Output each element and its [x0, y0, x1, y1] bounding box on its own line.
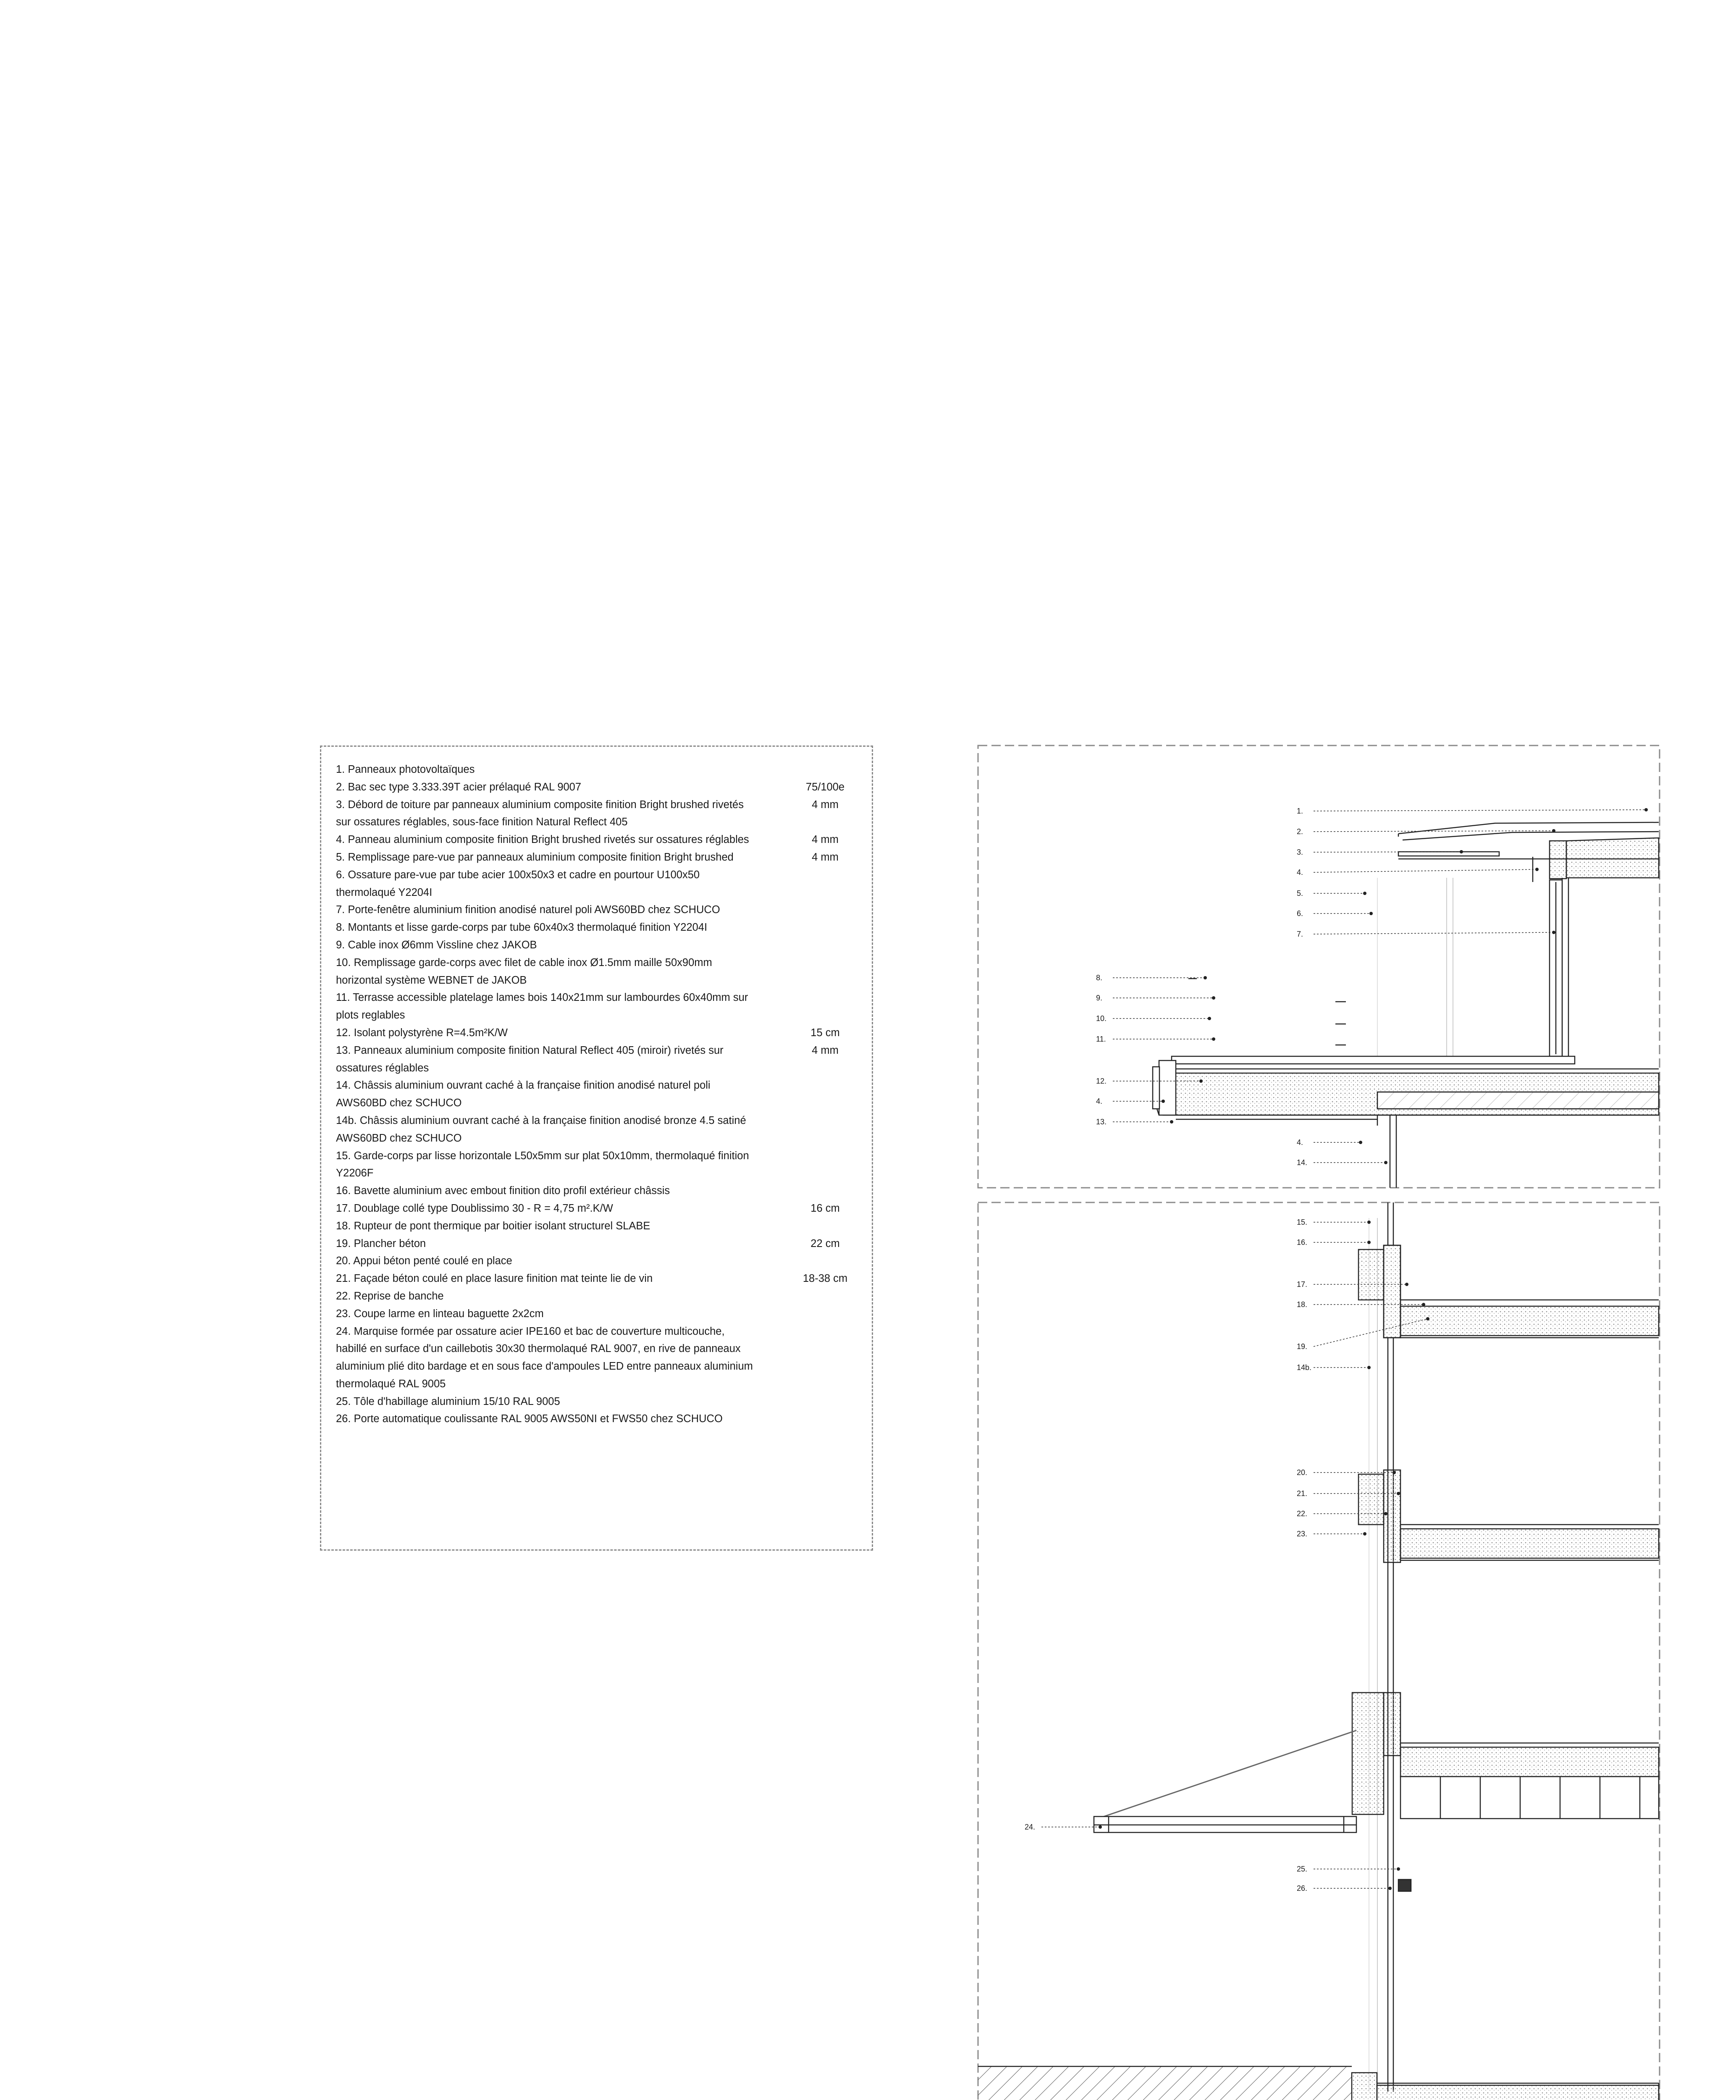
callout-dot [1388, 1887, 1392, 1890]
callout-label: 5. [1297, 889, 1303, 898]
callout-label: 24. [1025, 1823, 1036, 1831]
callout-label: 23. [1297, 1530, 1308, 1538]
legend-item-value: 22 cm [810, 1237, 840, 1250]
callout-dot [1384, 1512, 1387, 1515]
legend-item-text: 9. Cable inox Ø6mm Vissline chez JAKOB [336, 939, 537, 951]
legend-item-text: 25. Tôle d'habillage aluminium 15/10 RAL 9005 [336, 1395, 560, 1407]
legend-item-text: 4. Panneau aluminium composite finition Bright brushed rivetés sur ossatures réglables [336, 834, 749, 846]
legend-item-text: 10. Remplissage garde-corps avec filet de cable inox Ø1.5mm maille 50x90mm horizontal système WEBNET de JAKOB [336, 956, 712, 986]
callout-dot [1170, 1120, 1173, 1124]
callout-dot [1363, 1532, 1366, 1536]
legend-item-value: 4 mm [812, 834, 839, 846]
callout-label: 18. [1297, 1300, 1308, 1309]
legend-item-value: 18-38 cm [802, 1273, 848, 1285]
legend-item-text: 2. Bac sec type 3.333.39T acier prélaqué RAL 9007 [336, 781, 582, 793]
callout-dot [1422, 1303, 1425, 1306]
callout-label: 4. [1297, 1138, 1303, 1147]
legend-item-text: 1. Panneaux photovoltaïques [336, 764, 475, 775]
legend-item-text: 20. Appui béton penté coulé en place [336, 1255, 512, 1267]
legend-item-value: 4 mm [812, 1044, 839, 1056]
legend-item-text: 12. Isolant polystyrène R=4.5m²K/W [336, 1026, 508, 1039]
callout-label: 4. [1297, 868, 1303, 877]
legend-item-text: 21. Façade béton coulé en place lasure finition mat teinte lie de vin [336, 1273, 653, 1285]
callout-label: 10. [1096, 1014, 1107, 1023]
callout-label: 7. [1297, 930, 1303, 938]
legend-item-text: 26. Porte automatique coulissante RAL 9005 AWS50NI et FWS50 chez SCHUCO [336, 1413, 723, 1425]
callout-dot [1212, 1037, 1215, 1041]
bottom-detail-frame [978, 1202, 1660, 2100]
callout-label: 15. [1297, 1218, 1308, 1226]
callout-label: 14b. [1297, 1363, 1312, 1372]
callout-label: 14. [1297, 1158, 1308, 1167]
callout-label: 4. [1096, 1097, 1103, 1105]
callout-label: 19. [1297, 1342, 1308, 1351]
legend-item-text: 14b. Châssis aluminium ouvrant caché à la française finition anodisé bronze 4.5 satiné AWS60BD chez SCHUCO [336, 1114, 746, 1144]
legend-item-text: 5. Remplissage pare-vue par panneaux aluminium composite finition Bright brushed [336, 851, 734, 863]
legend-item-text: 14. Châssis aluminium ouvrant caché à la française finition anodisé naturel poli AWS60BD chez SCHUCO [336, 1079, 711, 1109]
callout-dot [1367, 1241, 1371, 1244]
callout-label: 22. [1297, 1509, 1308, 1518]
callout-dot [1397, 1492, 1400, 1495]
callout-leader [1314, 932, 1554, 934]
callout-label: 21. [1297, 1489, 1308, 1498]
legend-item-value: 16 cm [810, 1202, 840, 1214]
legend-item-text: 22. Reprise de banche [336, 1290, 444, 1302]
legend-item-text: 6. Ossature pare-vue par tube acier 100x50x3 et cadre en pourtour U100x50 thermolaqué Y2204I [336, 869, 700, 898]
callout-dot [1552, 931, 1555, 934]
callout-label: 11. [1096, 1035, 1106, 1043]
facade-assembly [978, 1202, 1659, 2100]
callout-dot [1460, 850, 1463, 853]
callout-label: 17. [1297, 1280, 1308, 1289]
callout-dot [1369, 912, 1373, 915]
legend-item-text: 3. Débord de toiture par panneaux aluminium composite finition Bright brushed rivetés sur ossatures réglables, sous-face finition Natural Reflect 405 [336, 798, 744, 828]
legend-item-value: 4 mm [812, 798, 839, 811]
legend-item-text: 23. Coupe larme en linteau baguette 2x2cm [336, 1307, 544, 1320]
callout-label: 12. [1096, 1077, 1107, 1085]
callout-dot [1426, 1317, 1429, 1320]
callout-dot [1363, 892, 1366, 895]
legend-item-text: 18. Rupteur de pont thermique par boitier isolant structurel SLABE [336, 1220, 650, 1232]
callout-dot [1405, 1283, 1408, 1286]
callout-dot [1392, 1471, 1396, 1474]
callout-dot [1208, 1017, 1211, 1020]
terrace-assembly [1153, 979, 1659, 1188]
callout-dot [1367, 1366, 1371, 1369]
callout-label: 8. [1096, 974, 1103, 982]
callout-leader [1314, 869, 1537, 872]
legend-item-text: 17. Doublage collé type Doublissimo 30 - R = 4,75 m².K/W [336, 1202, 613, 1214]
callout-label: 26. [1297, 1884, 1308, 1893]
callout-leader [1314, 831, 1554, 832]
legend-item-text: 7. Porte-fenêtre aluminium finition anodisé naturel poli AWS60BD chez SCHUCO [336, 904, 720, 916]
legend-item-text: 8. Montants et lisse garde-corps par tube 60x40x3 thermolaqué finition Y2204I [336, 921, 708, 934]
callout-dot [1644, 808, 1648, 811]
callout-label: 1. [1297, 807, 1303, 815]
callout-dot [1397, 1867, 1400, 1871]
callout-leader [1314, 810, 1646, 811]
callout-label: 20. [1297, 1468, 1308, 1477]
callout-label: 13. [1096, 1118, 1107, 1126]
legend-item-text: 13. Panneaux aluminium composite finition Natural Reflect 405 (miroir) rivetés sur ossatures réglables [336, 1044, 724, 1074]
legend-item-text: 24. Marquise formée par ossature acier IPE160 et bac de couverture multicouche, habillé en surface d'un caillebotis 30x30 thermolaqué RAL 9007, en rive de panneaux aluminium plié dito bardage et en sous face d'ampoules LED entre panneaux aluminium thermolaqué RAL 9005 [336, 1325, 753, 1390]
legend-item-text: 19. Plancher béton [336, 1237, 426, 1250]
callout-dot [1552, 829, 1555, 832]
callout-dot [1535, 868, 1539, 871]
callout-dot [1162, 1100, 1165, 1103]
callout-dot [1099, 1825, 1102, 1829]
callout-label: 3. [1297, 848, 1303, 856]
callout-dot [1199, 1079, 1203, 1083]
callout-label: 9. [1096, 994, 1103, 1002]
legend-item-value: 4 mm [812, 851, 839, 863]
legend-item-value: 75/100e [805, 781, 845, 793]
callout-dot [1212, 996, 1215, 1000]
roof-assembly [1377, 822, 1659, 1058]
callout-label: 16. [1297, 1238, 1308, 1247]
callout-label: 6. [1297, 909, 1303, 918]
legend-item-text: 11. Terrasse accessible platelage lames bois 140x21mm sur lambourdes 60x40mm sur plots reglables [336, 992, 748, 1021]
callout-dot [1384, 1161, 1387, 1164]
legend-item-text: 16. Bavette aluminium avec embout finition dito profil extérieur châssis [336, 1185, 670, 1197]
callout-label: 25. [1297, 1865, 1308, 1873]
callout-dot [1204, 976, 1207, 979]
callout-dot [1359, 1141, 1362, 1144]
legend-item-text: 15. Garde-corps par lisse horizontale L50x5mm sur plat 50x10mm, thermolaqué finition Y2206F [336, 1150, 749, 1179]
callout-dot [1367, 1221, 1371, 1224]
callout-label: 2. [1297, 827, 1303, 836]
legend-item-value: 15 cm [810, 1026, 840, 1039]
